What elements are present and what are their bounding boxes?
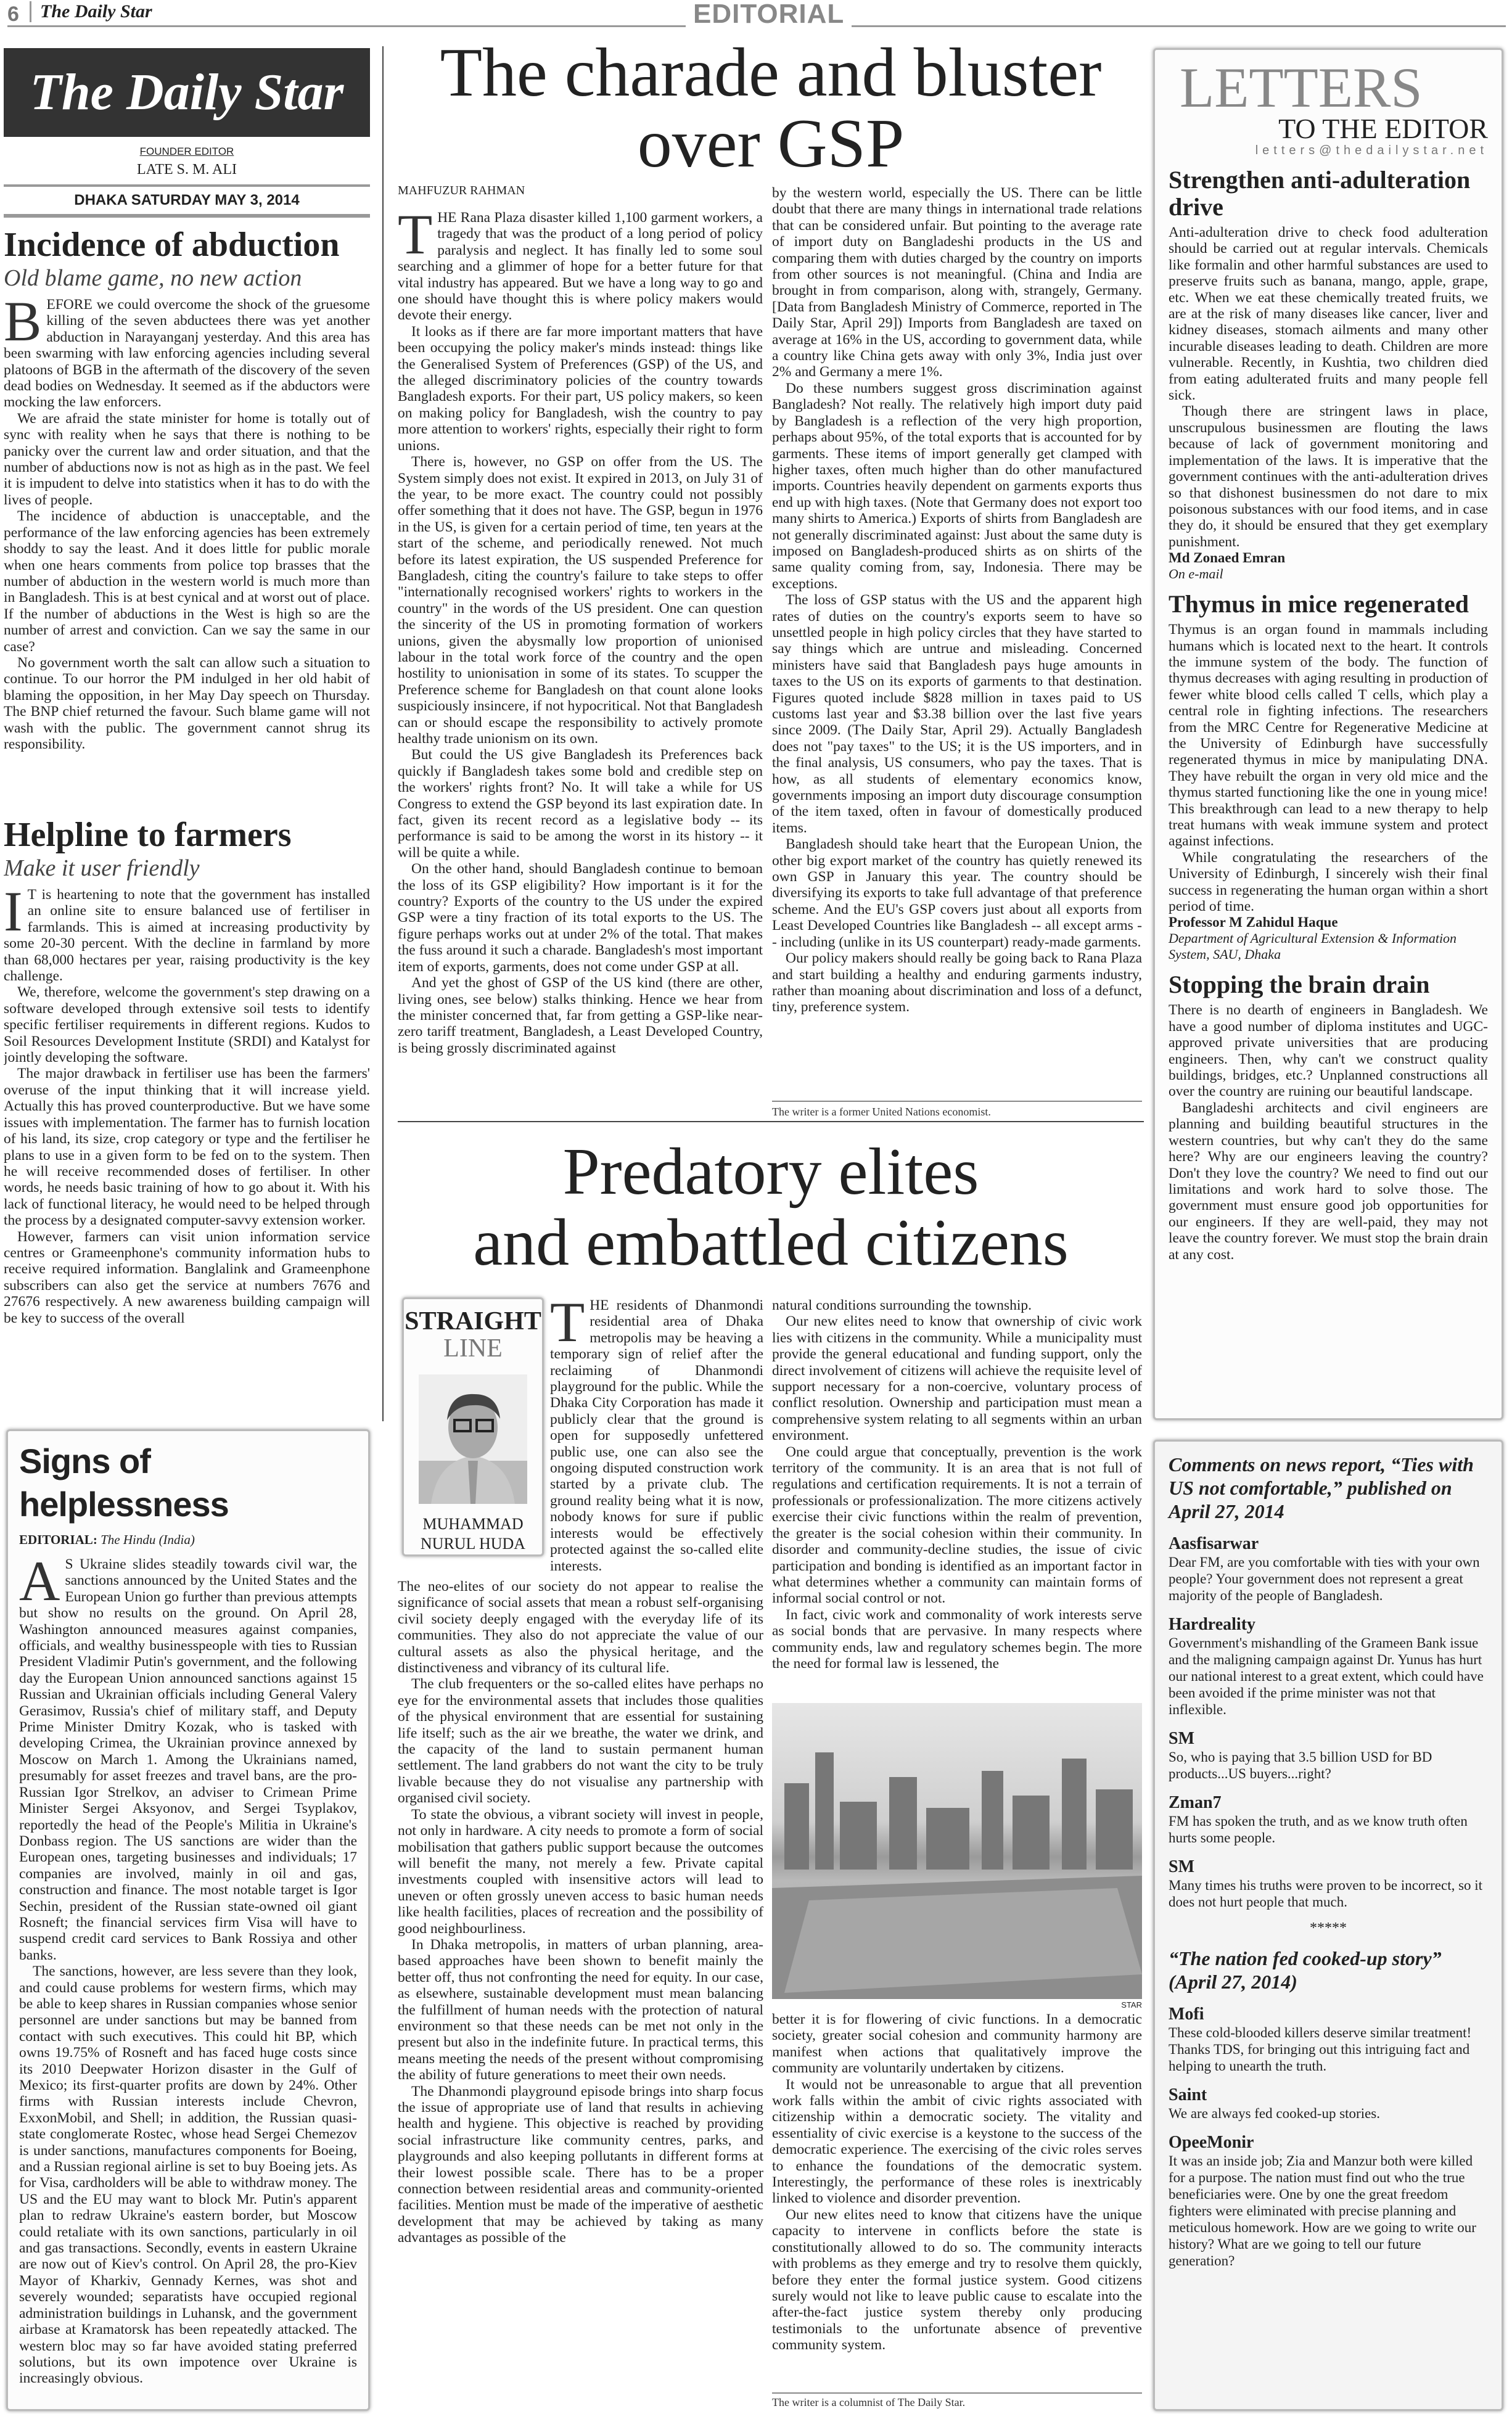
article-column: [772, 1297, 1142, 1696]
letters-box: [1153, 48, 1503, 1420]
paragraph: No government worth the salt can allow such a situation to continue. To our horror the PM indulged in her old habit of blaming the opposition, in her May Day speech on Thursday. The BNP chief returned the favour. Such blame game will not wash with the public. The government cannot shrug its responsibility.: [4, 654, 370, 752]
comment-author: Mofi: [1169, 2005, 1204, 2024]
column-divider: [382, 46, 384, 1421]
paragraph: natural conditions surrounding the township.: [772, 1297, 1032, 1313]
comment-text: Many times his truths were proven to be incorrect, so it does not hurt people that much.: [1169, 1878, 1483, 1910]
comments-list: [1169, 1534, 1488, 1910]
comment-author: Aasfisarwar: [1169, 1534, 1259, 1553]
paragraph: Our new elites need to know that ownership of civic work lies with citizens in the community. While a municipality must provide the general educational and funding support, only the direct involvement of citizens will achieve the requisite level of support necessary for a non-coercive, voluntary process of conflict resolution. Ownership and participation must mean a comprehensive system relating to all segments within an urban environment.: [772, 1313, 1142, 1444]
byline: MAHFUZUR RAHMAN: [398, 184, 525, 197]
comment: [1169, 1729, 1488, 1782]
article-intro: [550, 1297, 763, 1575]
headline-line: and embattled citizens: [473, 1206, 1069, 1279]
article-column: [772, 2011, 1142, 2387]
comment-author: Hardreality: [1169, 1615, 1256, 1634]
comment-author: SM: [1169, 1857, 1194, 1876]
page-header: [7, 0, 1506, 27]
paragraph: AS Ukraine slides steadily towards civil war, the sanctions announced by the United States and the European Union go further than previous attempts but show no results on the ground. On April 28, Washington announced measures against companies, officials, and wealthy businesspeople with ties to Russian President Vladimir Putin's government, and the following day the European Union announced sanctions against 15 Russian and Ukrainian officials including General Valery Gerasimov, Russia's chief of military staff, and Deputy Prime Minister Dmitry Kozak, who is tasked with developing Crimea, the Ukrainian province annexed by Moscow on March 1. Among the Ukrainians named, presumably for asset freezes and travel bans, are the pro-Russian Igor Strelkov, an adviser to Crimean Prime Minister Sergei Aksyonov, and Sergei Tsyplakov, reportedly the head of the People's Militia in Ukraine's Donbass region. The US sanctions are wider than the European ones, targeting businesses and individuals; 17 companies are involved, mainly in oil and gas, construction and finance. The most notable target is Igor Sechin, president of the Russian state-owned oil giant Rosneft; the financial services firm Visa will have to suspend credit card services to Bank Rossiya and other banks.: [19, 1550, 357, 1963]
comment: [1169, 1615, 1488, 1718]
paragraph: It would not be unreasonable to argue that all prevention work falls within the ambit of civic rights associated with citizenship within a democratic society. The vitality and essentiality of civic exercise is a keystone to the success of the democratic experience. The exercising of the civic roles serves to enhance the foundations of the democratic system. Interestingly, the performance of these roles is inextricably linked to violence and disorder prevention.: [772, 2076, 1142, 2207]
paragraph: To state the obvious, a vibrant society will invest in people, not only in hardware. A city needs to promote a form of social mobilisation that gathers public support because the outcomes will benefit the many, not merely a few. Private capital investments coupled with insensitive actors will lead to uneven or often grossly uneven access to basic human needs like health facilities, places of recreation and the possibility of good neighbourliness.: [398, 1806, 763, 1937]
comment: [1169, 1793, 1488, 1846]
paragraph: THE Rana Plaza disaster killed 1,100 garment workers, a tragedy that was the product of a long period of policy paralysis and neglect. It has finally led to some soul searching and a glimmer of hope for a better future for that vital industry has appeared. But we have a long way to go and one should have thought this is where policy makers would devote their energy.: [398, 210, 763, 324]
letters-email[interactable]: letters@thedailystar.net: [1255, 144, 1488, 157]
page-number: 6: [7, 2, 19, 26]
headline-line: The charade and bluster: [440, 35, 1102, 111]
article-body: [4, 880, 370, 1326]
paragraph: We are afraid the state minister for home is totally out of sync with reality when he says that there is nothing to be panicky over the current law and order situation, and that the number of abductions now is not as high as in the past. We feel it is impudent to delve into statistics when it has to do with the lives of people.: [4, 410, 370, 508]
paragraph: There is, however, no GSP on offer from the US. The System simply does not exist. It expired in 2013, on July 31 of the year, to be more exact. The country could not possibly offer something that it does not have. The GSP, begun in 1976 in the US, is given for a certain period of time, ten years at the start of the scheme, and periodically renewed. Not much before its latest expiration, the US suspended Preference for Bangladesh, citing the country's failure to take steps to offer "internationally recognised workers' rights to workers in the country" in the words of the US president. One can question the sincerity of the US in promoting formation of workers unions, given the abysmally low proportion of unionised labour in the total work force of the country and the open hostility to unionisation in some of its states. To scupper the Preference scheme for Bangladesh on that count alone looks suspiciously insincere, if not hypocritical. Not that Bangladesh can or should escape the responsibility to actively promote healthy trade unionism on its own.: [398, 454, 763, 747]
comment-text: Dear FM, are you comfortable with ties with your own people? Your government does not represent a great majority of the people of Bangladesh.: [1169, 1554, 1480, 1603]
photo-credit: STAR: [1121, 2000, 1142, 2010]
comments-heading: Comments on news report, “Ties with US not comfortable,” published on April 27, 2014: [1169, 1453, 1474, 1522]
comment: [1169, 2085, 1488, 2122]
paper-name: The Daily Star: [30, 1, 152, 22]
paragraph: And yet the ghost of GSP of the US kind (there are other, living ones, see below) stalks thinking. Hence we hear from the minister concerned that, far from getting a GSP-like near-zero tariff treatment, Bangladesh, a Least Developed Country, is being grossly discriminated against: [398, 975, 763, 1056]
comment-text: So, who is paying that 3.5 billion USD for BD products...US buyers...right?: [1169, 1749, 1432, 1781]
writer-note: The writer is a former United Nations economist.: [772, 1101, 1142, 1119]
editorial-abduction: [4, 225, 370, 799]
headline: Incidence of abduction: [4, 226, 340, 264]
comment-author: Saint: [1169, 2085, 1207, 2104]
comment-author: SM: [1169, 1729, 1194, 1748]
paragraph: The major drawback in fertiliser use has been the farmers' overuse of the input thinking that it will increase yield. Actually this has proved counterproductive. But we have some issues with implementation. The farmer has to furnish location of his land, its size, crop category or type and the fertiliser he plans to use in a given form to be fed on to the system. Then he will receive recommended doses of fertiliser. In other words, he needs basic training of how to go about it. With his lack of functional literacy, he would need to be helped through the process by a designated computer-savvy extension worker.: [4, 1065, 370, 1229]
paragraph: While congratulating the researchers of the University of Edinburgh, I sincerely wish their final success in regenerating the human organ within a short period of time.: [1169, 849, 1488, 915]
paragraph: The incidence of abduction is unacceptable, and the performance of the law enforcing agencies has been extremely shoddy to say the least. And it does little for public morale when one hears comments from police top brasses that the number of abduction in the western world is much more than in Bangladesh. This is at best cynical and at worst out of place. If the number of abductions in the West is high so are the number of arrest and conviction. Can we say the same in our case?: [4, 508, 370, 655]
comment-author: OpeeMonir: [1169, 2133, 1254, 2152]
letters-heading: LETTERS: [1180, 56, 1423, 119]
paragraph: It looks as if there are far more important matters that have been occupying the policy maker's minds instead: things like the Generalised System of Preferences (GSP) of the US, and the alleged discriminatory policies of the country towards Bangladesh exports. For their part, US policy makers, so keen on making policy for Bangladesh, wish the country to pay more attention to workers' rights, especially their right to form unions.: [398, 323, 763, 454]
letter-body: [1169, 622, 1488, 914]
subheadline: Make it user friendly: [4, 855, 200, 881]
column-name: LINE: [443, 1334, 503, 1363]
letter: [1169, 971, 1488, 1263]
comment-author: Zman7: [1169, 1793, 1222, 1812]
paragraph: One could argue that conceptually, prevention is the work territory of the community. It is an area that is not full of regulations and certification requirements. It is not a terrain of professionals or professionalization. The more citizens actively exercise their civic functions within the realm of prevention, the greater is the social cohesion within their community. In disorder and community-decline studies, the issue of civic participation and bonding is identified as an important factor in what determines whether a community can maintain forms of informal social control or not.: [772, 1443, 1142, 1607]
paragraph: better it is for flowering of civic functions. In a democratic society, greater social cohesion and community harmony are manifest when actions that qualitatively improve the community are voluntarily undertaken by citizens.: [772, 2011, 1142, 2077]
comment: [1169, 1857, 1488, 1910]
column-badge: [402, 1297, 544, 1556]
paragraph: In fact, civic work and commonality of work interests serve as social bonds that are pervasive. In many respects where community ends, law and regulatory schemes begin. The more the need for formal law is lessened, the: [772, 1606, 1142, 1672]
article-body: [19, 1550, 357, 2387]
comment-text: FM has spoken the truth, and as we know truth often hurts some people.: [1169, 1813, 1468, 1845]
paragraph: The loss of GSP status with the US and the apparent high rates of duties on the country's exports seem to have so unsettled people in high policy circles that they have started to say things which are untrue and misleading. Concerned ministers have said that Bangladesh pays huge amounts in taxes to the US on its exports of garments to that destination. Figures quoted include $828 million in taxes paid to US customs last year and $3.38 billion over the last five years since 2009. (The Daily Star, April 29). Actually Bangladesh does not "pay taxes" to the US; it is the US importers, and in the final analysis, US consumers, who pay the taxes. That is how, as all students of elementary economics know, governments imposing an import duty discourage consumption of the item taxed, often in favour of domestically produced items.: [772, 592, 1142, 836]
article-body: [4, 290, 370, 752]
paragraph: Anti-adulteration drive to check food adulteration should be carried out at regular intervals. Chemicals like formalin and other harmful substances are used to preserve fruits such as banana, mango, apple, grape, etc. When we eat these chemically treated fruits, we are at the risk of many diseases like cancer, liver and kidney diseases, stomach ailments and many other incurable diseases leading to death. Children are more vulnerable. Recently, in Kushtia, two children died from eating adulterated fruits and many people fell sick.: [1169, 224, 1488, 404]
paragraph: On the other hand, should Bangladesh continue to bemoan the loss of its GSP eligibility? How important is it for the country? Exports of the country to the US under the expired GSP were a tiny fraction of its total exports to the US. The figure perhaps works out at under 2% of the total. That makes the fuss around it such a charade. Bangladesh's most important item of exports, garments, does not come under GSP at all.: [398, 861, 763, 975]
article-column: [772, 185, 1142, 1085]
paragraph: Bangladesh should take heart that the European Union, the other big export market of the country has quietly renewed its own GSP in January this year. The country should be diversifying its exports to take full advantage of that preference scheme. And the EU's GSP covers just about all exports from Least Developed Countries like Bangladesh -- all except arms -- including (unlike in its US counterpart) ready-made garments.: [772, 836, 1142, 950]
letter-signature-sub: On e-mail: [1169, 566, 1223, 582]
paragraph: THE residents of Dhanmondi residential area of Dhaka metropolis may be heaving a temporary sign of relief after the reclaiming of Dhanmondi playground for the public. While the Dhaka City Corporation has made it publicly clear that the ground is open for supposedly unfettered public use, one can also see the ongoing disputed construction work started by a private club. The ground reality being what it is now, nobody knows for sure if public interests would be effectively protected against the so-called elite interests.: [550, 1297, 763, 1574]
founder-name: LATE S. M. ALI: [137, 162, 237, 178]
comment: [1169, 1534, 1488, 1604]
dhanmondi-playground-photo: [772, 1703, 1142, 1999]
letter-title: Thymus in mice regenerated: [1169, 590, 1469, 618]
column-name: STRAIGHT: [405, 1307, 541, 1336]
paragraph: Do these numbers suggest gross discrimination against Bangladesh? Not really. The relatively high import duty paid by Bangladesh is a reflection of the very high proportion, perhaps about 95%, of the total exports that is accounted for by garments. These items of import generally get clamped with higher taxes, often much higher than do other manufactured imports. Countries heavily dependent on garments exports thus end up with high taxes. (Note that Germany does not export too many shirts to America.) Exports of shirts from Bangladesh are not generally discriminated against: Just about the same duty is imposed on Bangladesh-produced shirts as on shirts of the same quality coming from, say, Indonesia. There may be exceptions.: [772, 380, 1142, 592]
divider: [398, 1121, 1144, 1122]
headline-line: Predatory elites: [562, 1135, 979, 1209]
letter: [1169, 166, 1488, 582]
editorial-helplessness: [6, 1429, 370, 2411]
section-title: EDITORIAL: [686, 0, 852, 30]
letter-signature-sub: Department of Agricultural Extension & Information System, SAU, Dhaka: [1169, 930, 1457, 963]
paragraph: Our new elites need to know that citizens have the unique capacity to intervene in conflicts before the state is constitutionally allowed to do so. The community interacts with problems as they emerge and try to resolve them quickly, before they enter the formal justice system. Good citizens surely would not like to leave public cause to escalate into the after-the-fact justice system thereby only producing testimonials to the unfortunate absence of preventive community system.: [772, 2206, 1142, 2354]
headline: Signs of helplessness: [19, 1442, 229, 1524]
elites-headline: [398, 1135, 1144, 1279]
letter-body: [1169, 224, 1488, 550]
paragraph: There is no dearth of engineers in Bangladesh. We have a good number of diploma institutes and UGC-approved private universities that are producing engineers. Then, why can't we construct quality buildings, bridges, etc.? Unplanned constructions all over the country are ruining our beautiful landscape.: [1169, 1002, 1488, 1100]
dateline: DHAKA SATURDAY MAY 3, 2014: [4, 184, 370, 218]
paragraph: Though there are stringent laws in place, unscrupulous businessmen are flouting the laws because of lack of government monitoring and implementation of the laws. It is imperative that the government continues with the anti-adulteration drives so that dishonest businessmen do not dare to mix poisonous substances with our food items, and in case they do, it should be ensured that they get exemplary punishment.: [1169, 403, 1488, 550]
comment: [1169, 2133, 1488, 2269]
credit-label: EDITORIAL:: [19, 1532, 97, 1547]
letter-title: Stopping the brain drain: [1169, 971, 1430, 999]
paragraph: Our policy makers should really be going back to Rana Plaza and start building a healthy and enduring garments industry, rather than moaning about discrimination and loss of a defunct, tiny, preference system.: [772, 950, 1142, 1016]
paragraph: Bangladeshi architects and civil engineers are planning and building beautiful structures in the western countries, but why can't they do the same here? Why are our engineers leaving the country? Don't they love the country? We need to find out our limitations and work hard to solve those. The government must ensure good job opportunities for our engineers. If they are well-paid, they may not leave the country forever. We must stop the brain drain at any cost.: [1169, 1099, 1488, 1263]
letter-title: Strengthen anti-adulteration drive: [1169, 166, 1471, 221]
paragraph: The Dhanmondi playground episode brings into sharp focus the issue of appropriate use of land that results in achieving health and hygiene. This objective is reached by providing social infrastructure like community centres, parks, and playgrounds and also keeping pollutants in different forms at their lowest possible scale. There has to be a proper connection between residential areas and community-oriented facilities. Mention must be made of the imperative of aesthetic development that may be achieved by taking as many advantages as possible of the: [398, 2083, 763, 2246]
masthead-info: [4, 146, 370, 218]
comment-text: Government's mishandling of the Grameen Bank issue and the maligning campaign against Dr. Yunus has hurt our national interest to a great extent, which could have been avoided if the prime minister was not that inflexible.: [1169, 1635, 1484, 1717]
letter: [1169, 591, 1488, 963]
article-column: [398, 1579, 763, 2408]
comment-text: These cold-blooded killers deserve similar treatment! Thanks TDS, for bringing out this intriguing fact and helping to unearth the truth.: [1169, 2025, 1472, 2074]
headline-line: over GSP: [637, 105, 905, 182]
letters-subheading: TO THE EDITOR: [1278, 113, 1488, 144]
author-photo: [419, 1374, 527, 1504]
author-name: NURUL HUDA: [420, 1535, 526, 1553]
paragraph: However, farmers can visit union information service centres or Grameenphone's community information hubs to receive required information. Banglalink and Grameenphone subscribers can also get the service at numbers 7676 and 27676 respectively. A new awareness building campaign will be key to success of the overall: [4, 1228, 370, 1326]
comments-list: [1169, 2005, 1488, 2269]
writer-note: The writer is a columnist of The Daily Star.: [772, 2392, 1142, 2409]
paragraph: The club frequenters or the so-called elites have perhaps no eye for the environmental assets that includes those qualities of the physical environment that are essential for sustaining life itself; such as the air we breathe, the water we drink, and the capacity of the land to sustain permanent human settlement. The land grabbers do not want the city to be truly livable because they do not visualise any partnership with organised civil society.: [398, 1676, 763, 1807]
comment: [1169, 2005, 1488, 2074]
comments-separator: *****: [1310, 1920, 1347, 1936]
comments-heading: “The nation fed cooked-up story” (April 27, 2014): [1169, 1947, 1442, 1993]
paragraph: In Dhaka metropolis, in matters of urban planning, area-based approaches have been shown to benefit mainly the better off, thus not confronting the need for equity. In our case, as elsewhere, sustainable development must mean balancing the fulfillment of human needs with the protection of natural environment so that these needs can be met not only in the present but also in the indefinite future. In practical terms, this means meeting the needs of the present without compromising the ability of future generations to meet their own needs.: [398, 1936, 763, 2084]
paragraph: The sanctions, however, are less severe than they look, and could cause problems for western firms, which may be able to keep shares in Russian companies whose senior personnel are under sanctions but may be banned from contact with such executives. This could hit BP, which owns 19.75% of Rosneft and has faced huge costs since its 2010 Deepwater Horizon disaster in the Gulf of Mexico; its first-quarter profits are down by 24%. Other firms with Russian interests include Chevron, ExxonMobil, and Shell; in addition, the Russian quasi-state conglomerate Rostec, whose head Sergei Chemezov is under sanctions, manufactures components for Boeing, and a Russian regional airline is set to buy Boeing jets. As for Visa, cardholders will be able to withdraw money. The US and the EU may want to block Mr. Putin's apparent plan to redraw Ukraine's eastern border, but Moscow could retaliate with its own sanctions, particularly in oil and gas transactions. Secondly, events in eastern Ukraine are now out of Kiev's control. On April 28, the pro-Kiev Mayor of Kharkiv, Gennady Kernes, was shot and severely wounded; separatists have occupied regional administration buildings in Luhansk, and the government airbase at Kramatorsk has been repeatedly attacked. The western bloc may so far have avoided stating preferred solutions, but its own impotence over Ukraine is increasingly obvious.: [19, 1963, 357, 2387]
gsp-headline: [398, 35, 1144, 182]
paragraph: BEFORE we could overcome the shock of the gruesome killing of the seven abductees there was yet another abduction in Narayanganj yesterday. And this area has been swarming with law enforcing agencies including several platoons of BGB in the aftermath of the discovery of the seven dead bodies on Wednesday. It seemed as if the abductors were mocking the law enforcers.: [4, 290, 370, 411]
online-comments-box: [1153, 1440, 1503, 2411]
paragraph: We, therefore, welcome the government's step drawing on a software developed through extensive soil tests to identify specific fertiliser requirements in different regions. Kudos to Soil Resources Development Institute (SRDI) and Katalyst for jointly developing the software.: [4, 984, 370, 1066]
subheadline: Old blame game, no new action: [4, 265, 302, 291]
letter-signature: Md Zonaed Emran: [1169, 550, 1286, 566]
comment-text: It was an inside job; Zia and Manzur both were killed for a purpose. The nation must find out who the true beneficiaries were. One by one the great freedom fighters were eliminated with precise planning and meticulous homework. How are we going to write our history? What are we going to tell our future generation?: [1169, 2153, 1476, 2268]
headline: Helpline to farmers: [4, 816, 292, 854]
paragraph: Thymus is an organ found in mammals including humans which is located next to the heart. It controls the immune system of the body. The function of thymus decreases with aging resulting in production of fewer white blood cells called T cells, which play a central role in fighting infections. The researchers from the MRC Centre for Regenerative Medicine at the University of Edinburgh have successfully regenerated thymus in mice by manipulating DNA. They have rebuilt the organ in very old mice and the thymus started functioning like the one in young mice! This breakthrough can lead to a new therapy to help treat humans with weak immune system and protect against infections.: [1169, 622, 1488, 850]
founder-label: FOUNDER EDITOR: [139, 146, 234, 157]
editorial-helpline: [4, 815, 370, 1370]
paragraph: The neo-elites of our society do not appear to realise the significance of social assets that mean a robust self-organising civil society deeply engaged with the everyday life of its communities. They also do not appreciate the value of our cultural assets as also the physical heritage, and the distinctiveness and vibrancy of its cultural life.: [398, 1579, 763, 1677]
masthead-logo: The Daily Star: [4, 48, 370, 137]
author-name: MUHAMMAD: [422, 1515, 524, 1533]
paragraph: IT is heartening to note that the government has installed an online site to ensure balanced use of fertiliser in farmlands. This is aimed at increasing productivity by some 20-30 percent. With the decline in farmland by more than 68,000 hectares per year, raising productivity is the key challenge.: [4, 880, 370, 985]
article-column: [398, 210, 763, 1085]
letter-signature: Professor M Zahidul Haque: [1169, 914, 1338, 930]
credit-source: The Hindu (India): [101, 1532, 195, 1547]
letter-body: [1169, 1002, 1488, 1263]
paragraph: by the western world, especially the US. There can be little doubt that there are many things in international trade relations that can be considered unfair. But pointing to the average rate of import duty on Bangladeshi products in the US and comparing them with duties charged by the country on imports from other sources is not meaningful. (China and India are brought in from comparison, along with, strangely, Germany. [Data from Bangladesh Ministry of Commerce, reported in The Daily Star, April 29]) Imports from Bangladesh are taxed on average at 16% in the US, according to government data, while a country like China gets away with only 3%, India just over 2% and Germany a mere 1%.: [772, 185, 1142, 380]
comment-text: We are always fed cooked-up stories.: [1169, 2106, 1381, 2121]
paragraph: But could the US give Bangladesh its Preferences back quickly if Bangladesh takes some bold and credible step on the workers' rights front? No. It will take a while for US Congress to extend the GSP beyond its last expiration date. In fact, given its recent record as a legislative body -- its performance is said to be among the worst in its history -- it will be quite a while.: [398, 747, 763, 861]
